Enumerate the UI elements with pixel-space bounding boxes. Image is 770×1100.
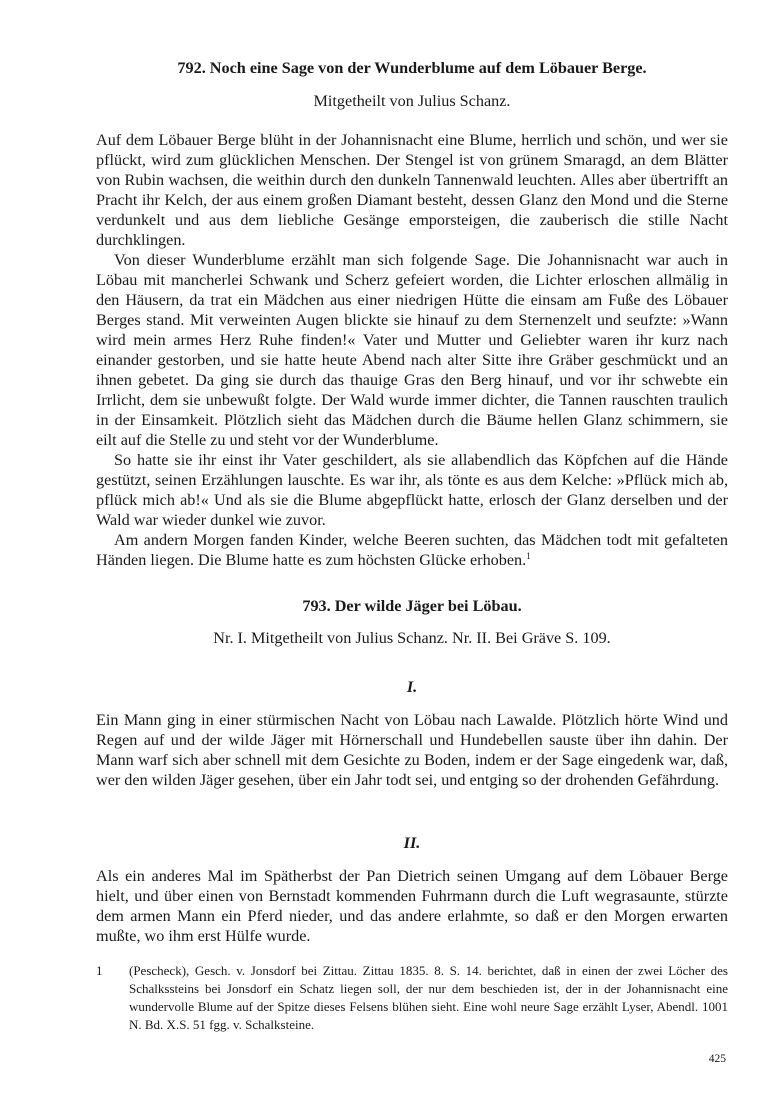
paragraph: Auf dem Löbauer Berge blüht in der Johannisnacht eine Blume, herrlich und schön, und wer sie pflückt, wird zum glücklichen Menschen. Der Stengel ist von grünem Smaragd, an dem Blätter von Rubin wachsen, die weithin durch den dunkeln Tannenwald leuchten. Alles aber übertrifft an Pracht ihr Kelch, der aus einem großen Diamant besteht, dessen Glanz den Mond und die Sterne verdunkelt und aus dem liebliche Gesänge emporsteigen, die zauberisch die stille Nacht durchklingen. [96,131,728,249]
paragraph-text: Am andern Morgen fanden Kinder, welche Beeren suchten, das Mädchen todt mit gefalteten Händen liegen. Die Blume hatte es zum höchsten Glücke erhoben. [96,531,728,569]
story-793-title: 793. Der wilde Jäger bei Löbau. [302,597,522,615]
part-2-heading: II. [403,834,421,852]
footnote-number: 1 [96,963,103,978]
footnote-reference: 1 [526,551,531,561]
part-1-heading: I. [406,678,418,696]
part-2-body [96,866,728,946]
paragraph: Ein Mann ging in einer stürmischen Nacht von Löbau nach Lawalde. Plötzlich hörte Wind und Regen auf und der wilde Jäger mit Hörnerschall und Hundebellen sauste über ihn dahin. Der Mann warf sich aber schnell mit dem Gesichte zu Boden, indem er der Sage eingedenk war, daß, wer den wilden Jäger gesehen, über ein Jahr todt sei, und entging so der drohenden Gefährdung. [96,711,728,789]
footnote-text: (Pescheck), Gesch. v. Jonsdorf bei Zittau. Zittau 1835. 8. S. 14. berichtet, daß in einen der zwei Löcher des Schalkssteins bei Jonsdorf ein Schatz liegen soll, der nur dem beschieden ist, der in der Johannisnacht eine wundervolle Blume auf der Spitze dieses Felsens blühen sieht. Eine wohl neure Sage erzählt Lyser, Abendl. 1001 N. Bd. X.S. 51 fgg. v. Schalksteine. [129,963,728,1032]
paragraph: Als ein anderes Mal im Spätherbst der Pan Dietrich seinen Umgang auf dem Löbauer Berge hielt, und über einen von Bernstadt kommenden Fuhrmann durch die Luft wegrasaunte, stürzte dem armen Mann ein Pferd nieder, und das andere erlahmte, so daß er den Morgen erwarten mußte, wo ihm erst Hülfe wurde. [96,867,728,945]
part-1-body [96,710,728,790]
footnote [96,962,728,1034]
story-793-attribution: Nr. I. Mitgetheilt von Julius Schanz. Nr. II. Bei Gräve S. 109. [213,629,611,647]
paragraph: Von dieser Wunderblume erzählt man sich folgende Sage. Die Johannisnacht war auch in Löbau mit mancherlei Schwank und Scherz gefeiert worden, die Lichter erloschen allmälig in den Häusern, da trat ein Mädchen aus einer niedrigen Hütte die einsam am Fuße des Löbauer Berges stand. Mit verweinten Augen blickte sie hinauf zu dem Sternenzelt und seufzte: »Wann wird mein armes Herz Ruhe finden!« Vater und Mutter und Geliebter waren ihr kurz nach einander gestorben, und sie hatte heute Abend nach alter Sitte ihre Gräber geschmückt und an ihnen gebetet. Da ging sie durch das thauige Gras den Berg hinauf, und vor ihr schwebte ein Irrlicht, dem sie unbewußt folgte. Der Wald wurde immer dichter, die Tannen rauschten traulich in der Einsamkeit. Plötzlich sieht das Mädchen durch die Bäume hellen Glanz schimmern, sie eilt auf die Stelle zu und steht vor der Wunderblume. [96,251,728,449]
story-792-body [96,130,728,570]
story-792-title: 792. Noch eine Sage von der Wunderblume auf dem Löbauer Berge. [177,59,647,77]
page-number: 425 [708,1053,726,1065]
story-792-attribution: Mitgetheilt von Julius Schanz. [313,92,511,110]
paragraph: So hatte sie ihr einst ihr Vater geschildert, als sie allabendlich das Köpfchen auf die Hände gestützt, seinen Erzählungen lauschte. Es war ihr, als tönte es aus dem Kelche: »Pflück mich ab, pflück mich ab!« Und als sie die Blume abgepflückt hatte, erlosch der Glanz derselben und der Wald war wieder dunkel wie zuvor. [96,451,728,529]
paragraph [96,530,728,570]
